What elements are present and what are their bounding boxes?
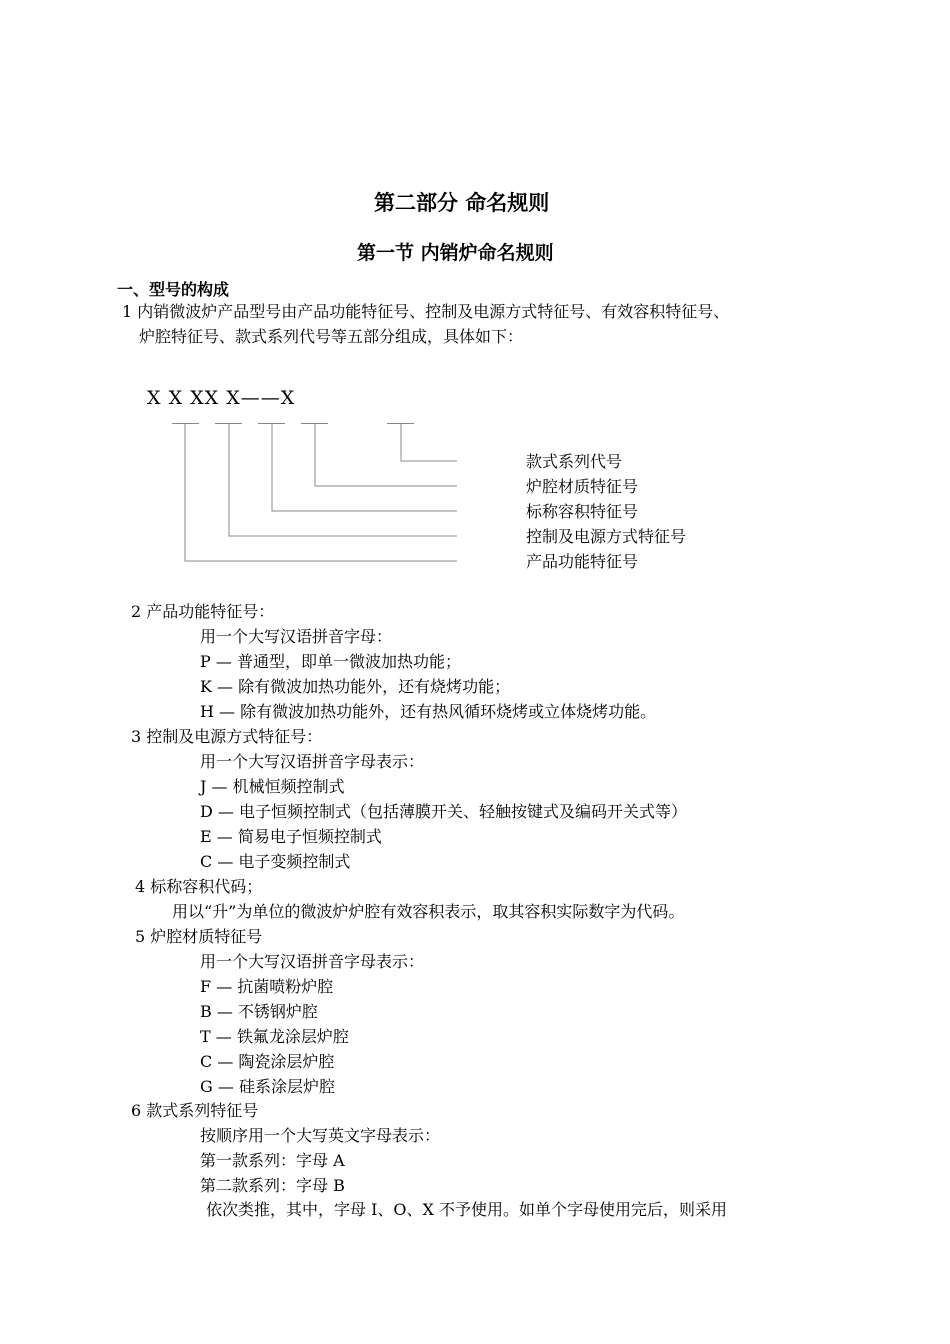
section-title: 第一节 内销炉命名规则 (357, 242, 554, 264)
section-2-line-3: K — 除有微波加热功能外，还有烧烤功能； (200, 677, 511, 696)
part-title: 第二部分 命名规则 (374, 191, 550, 215)
connector-control-power (229, 424, 457, 536)
model-code-pattern: X X XX X——X (147, 387, 296, 409)
section-5-line-4: T — 铁氟龙涂层炉腔 (200, 1027, 349, 1046)
section-6-line-4: 依次类推，其中，字母 I、O、X 不予使用。如单个字母使用完后，则采用 (206, 1200, 728, 1219)
connector-style-series (401, 424, 457, 461)
connector-nominal-volume (272, 424, 457, 511)
section-6-line-3: 第二款系列：字母 B (200, 1176, 345, 1195)
label-cavity-material: 炉腔材质特征号 (526, 477, 639, 496)
section-3-line-2: J — 机械恒频控制式 (200, 777, 345, 796)
section-5-line-1: 用一个大写汉语拼音字母表示： (200, 952, 425, 971)
model-code-bracket-diagram (0, 0, 950, 600)
section-3-line-1: 用一个大写汉语拼音字母表示： (200, 752, 425, 771)
section-5-line-2: F — 抗菌喷粉炉腔 (200, 977, 334, 996)
section-6-line-1: 按顺序用一个大写英文字母表示： (200, 1126, 441, 1145)
connector-function (185, 424, 457, 561)
section-4-line-1: 用以“升”为单位的微波炉炉腔有效容积表示，取其容积实际数字为代码。 (172, 902, 685, 921)
section-5-line-3: B — 不锈钢炉腔 (200, 1002, 318, 1021)
label-product-function: 产品功能特征号 (526, 552, 639, 571)
section-2-line-4: H — 除有微波加热功能外，还有热风循环烧烤或立体烧烤功能。 (200, 702, 657, 721)
section-2-line-2: P — 普通型，即单一微波加热功能； (200, 652, 461, 671)
section-5-title: 5 炉腔材质特征号 (135, 927, 263, 946)
heading-model-composition: 一、型号的构成 (117, 280, 230, 299)
section-3-line-3: D — 电子恒频控制式（包括薄膜开关、轻触按键式及编码开关式等） (200, 802, 688, 821)
section-2-title: 2 产品功能特征号： (131, 602, 275, 621)
intro-line-1: 1 内销微波炉产品型号由产品功能特征号、控制及电源方式特征号、有效容积特征号、 (122, 302, 730, 321)
section-5-line-6: G — 硅系涂层炉腔 (200, 1077, 335, 1096)
section-4-title: 4 标称容积代码； (135, 877, 263, 896)
section-2-line-1: 用一个大写汉语拼音字母： (200, 627, 393, 646)
label-style-series: 款式系列代号 (526, 452, 623, 471)
label-control-power: 控制及电源方式特征号 (526, 527, 687, 546)
section-3-title: 3 控制及电源方式特征号： (131, 727, 323, 746)
connector-cavity-material (315, 424, 457, 486)
section-5-line-5: C — 陶瓷涂层炉腔 (200, 1052, 335, 1071)
section-6-title: 6 款式系列特征号 (131, 1101, 259, 1120)
label-nominal-volume: 标称容积特征号 (526, 502, 639, 521)
intro-line-2: 炉腔特征号、款式系列代号等五部分组成，具体如下： (139, 327, 524, 346)
section-3-line-4: E — 简易电子恒频控制式 (200, 827, 382, 846)
section-6-line-2: 第一款系列：字母 A (200, 1151, 345, 1170)
section-3-line-5: C — 电子变频控制式 (200, 852, 351, 871)
